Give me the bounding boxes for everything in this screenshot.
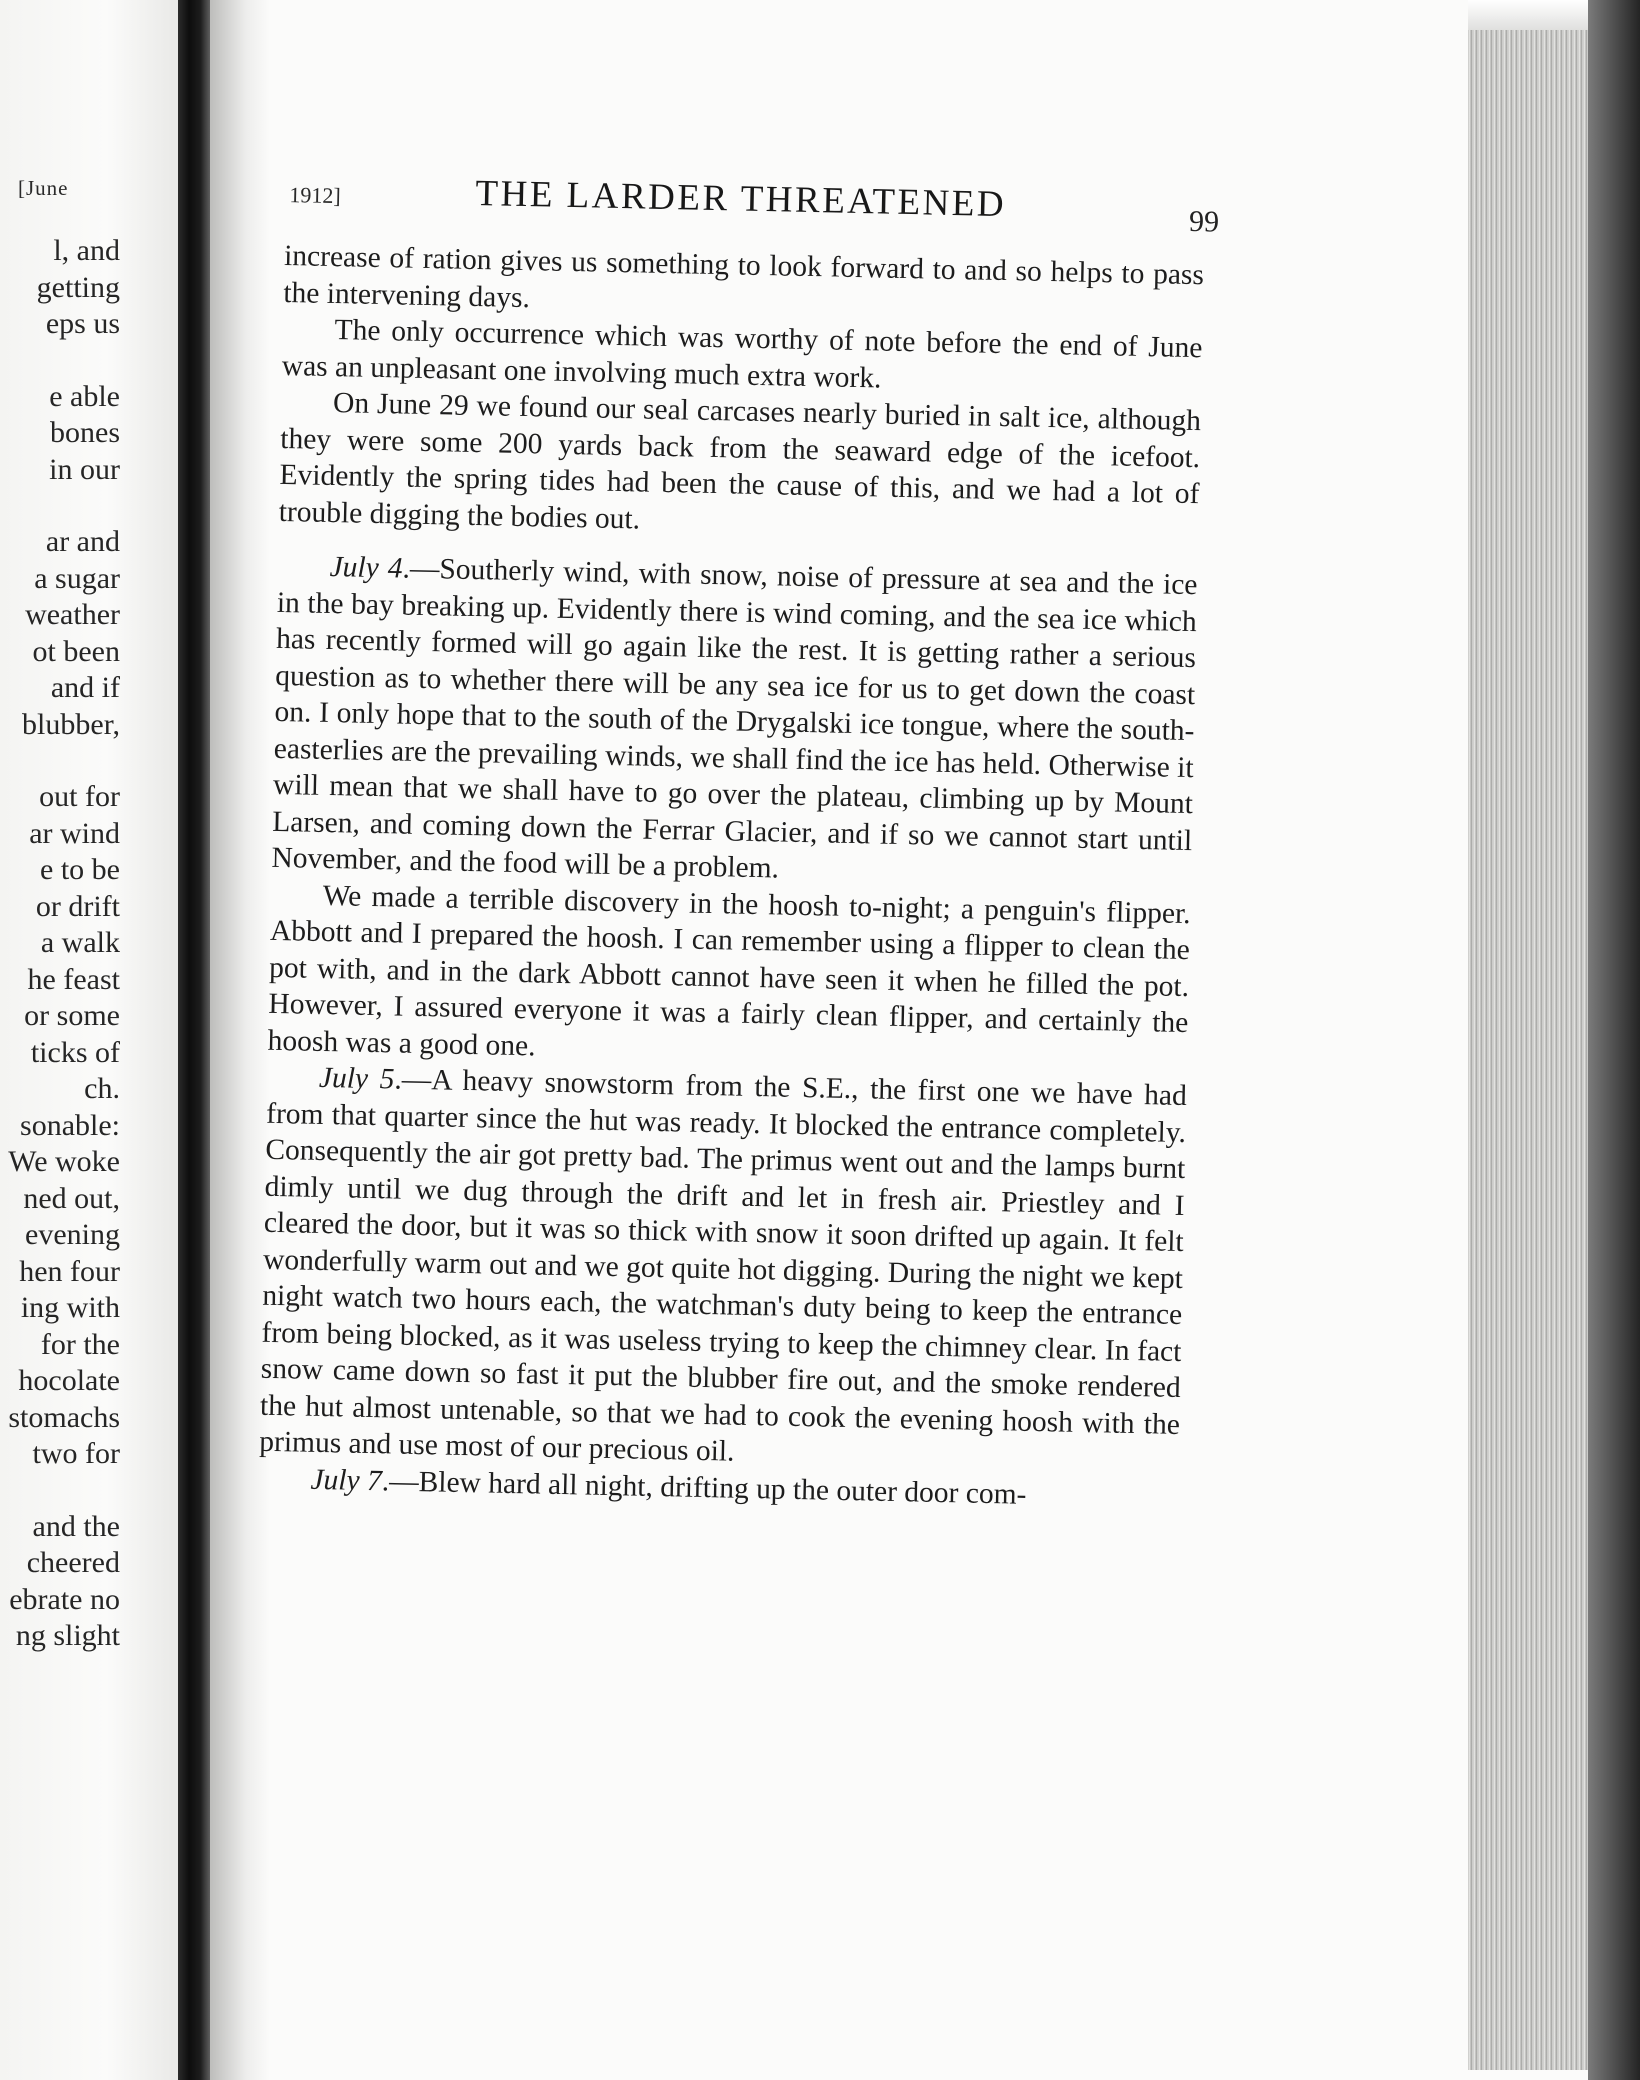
- paragraph: increase of ration gives us something to look forward to and so helps to pass the intervening days.: [283, 239, 1205, 314]
- left-page-line: cheered: [26, 1546, 120, 1579]
- left-page-line: ticks of: [30, 1035, 120, 1069]
- entry-date: July 5: [318, 1061, 395, 1096]
- diary-entry: July 4.—Southerly wind, with snow, noise of pressure at sea and the ice in the bay breaking up. Evidently there is wind coming, and the sea ice which has recently formed will go again like the rest. It is getting rather a serious question as to whether there will be any sea ice for us to get down the coast on. I only hope that to the south of the Drygalski ice tongue, where the south-easterlies are the prevailing winds, we shall find the ice has held. Otherwise it will mean that we shall have to go over the plateau, climbing up by Mount Larsen, and coming down the Ferrar Glacier, and if so we cannot start until November, and the food will be a problem.: [271, 551, 1198, 885]
- left-page-line: stomachs: [8, 1400, 120, 1434]
- book-cover-edge: [1588, 0, 1640, 2080]
- paragraph: On June 29 we found our seal carcases nearly buried in salt ice, although they were some 200 yards back from the seaward edge of the icefoot. Evidently the spring tides had been the cause of this, and we had a lot of trouble digging the bodies out.: [278, 387, 1202, 535]
- left-page-line: in our: [49, 452, 120, 486]
- left-page-line: ar wind: [29, 816, 120, 850]
- right-page-text: [258, 168, 1220, 1516]
- entry-date: July 7: [310, 1463, 383, 1497]
- paragraph-gap: [8, 488, 120, 524]
- left-page-line: ng slight: [15, 1619, 120, 1652]
- left-running-head: [June: [18, 176, 69, 200]
- left-page-line: ebrate no: [9, 1582, 120, 1616]
- left-page-line: hocolate: [18, 1364, 120, 1397]
- left-page-line: ot been: [32, 634, 120, 668]
- paragraph-gap: [8, 1473, 120, 1509]
- paragraph: We made a terrible discovery in the hoosh to-night; a penguin's flipper. Abbott and I prepared the hoosh. I can remember using a flipper to clean the pot with, and in the dark Abbott cannot have seen it when he filled the pot. However, I assured everyone it was a fairly clean flipper, and certainly the hoosh was a good one.: [267, 879, 1191, 1062]
- page-gutter: [210, 0, 270, 2080]
- diary-entry: July 5.—A heavy snowstorm from the S.E., the first one we have had from that quarter since the hut was ready. It blocked the entrance completely. Consequently the air got pretty bad. The primus went out and the lamps burnt dimly until we dug through the drift and let in fresh air. Priestley and I cleared the door, but it was so thick with snow it soon drifted up again. It felt wonderfully warm out and we got quite hot digging. During the night we kept night watch two hours each, the watchman's duty being to keep the entrance from being blocked, as it was useless trying to keep the chimney clear. In fact snow came down so fast it put the blubber fire out, and the smoke rendered the hut almost untenable, so that we had to cook the evening hoosh with the primus and use most of our precious oil.: [258, 1061, 1188, 1468]
- paragraph: The only occurrence which was worthy of note before the end of June was an unpleasant one involving much extra work.: [281, 314, 1203, 395]
- chapter-title: THE LARDER THREATENED: [475, 172, 1007, 226]
- left-page-line: hen four: [19, 1254, 120, 1288]
- paragraph-gap: [8, 343, 120, 379]
- page-number: 99: [1188, 204, 1220, 239]
- left-page-line: getting: [36, 270, 120, 304]
- diary-entry: July 7.—Blew hard all night, drifting up the outer door com-: [310, 1463, 1027, 1511]
- left-page-line: and the: [32, 1509, 120, 1543]
- left-page-line: a walk: [40, 926, 120, 959]
- running-head-year: 1912]: [289, 182, 342, 209]
- left-page-line: ned out,: [23, 1181, 120, 1215]
- left-page-line: e to be: [40, 853, 120, 886]
- left-page-fragment: [0, 0, 178, 2080]
- left-page-line: ing with: [20, 1291, 120, 1324]
- left-page-line: or some: [24, 999, 120, 1032]
- left-page-line: evening: [25, 1218, 120, 1251]
- left-page-line: weather: [25, 598, 120, 631]
- left-page-line: blubber,: [22, 707, 120, 741]
- left-page-line: or drift: [35, 889, 120, 923]
- left-page-line: e able: [49, 379, 120, 413]
- left-page-line: and if: [50, 671, 120, 704]
- left-page-line: l, and: [53, 234, 120, 267]
- left-page-line: out for: [39, 780, 120, 813]
- left-page-line: a sugar: [34, 561, 120, 595]
- left-page-line: sonable:: [20, 1108, 120, 1142]
- entry-date: July 4: [329, 551, 403, 585]
- left-page-line: two for: [32, 1437, 120, 1470]
- left-page-text: [8, 233, 120, 1655]
- left-page-line: We woke: [8, 1145, 120, 1178]
- book-spine: [178, 0, 210, 2080]
- left-page-line: ch.: [84, 1072, 120, 1105]
- left-page-line: ar and: [45, 525, 120, 558]
- left-page-line: eps us: [45, 307, 120, 340]
- paragraph-gap: [8, 743, 120, 779]
- left-page-line: bones: [50, 416, 120, 449]
- left-page-line: for the: [40, 1327, 120, 1361]
- left-page-line: he feast: [27, 962, 120, 996]
